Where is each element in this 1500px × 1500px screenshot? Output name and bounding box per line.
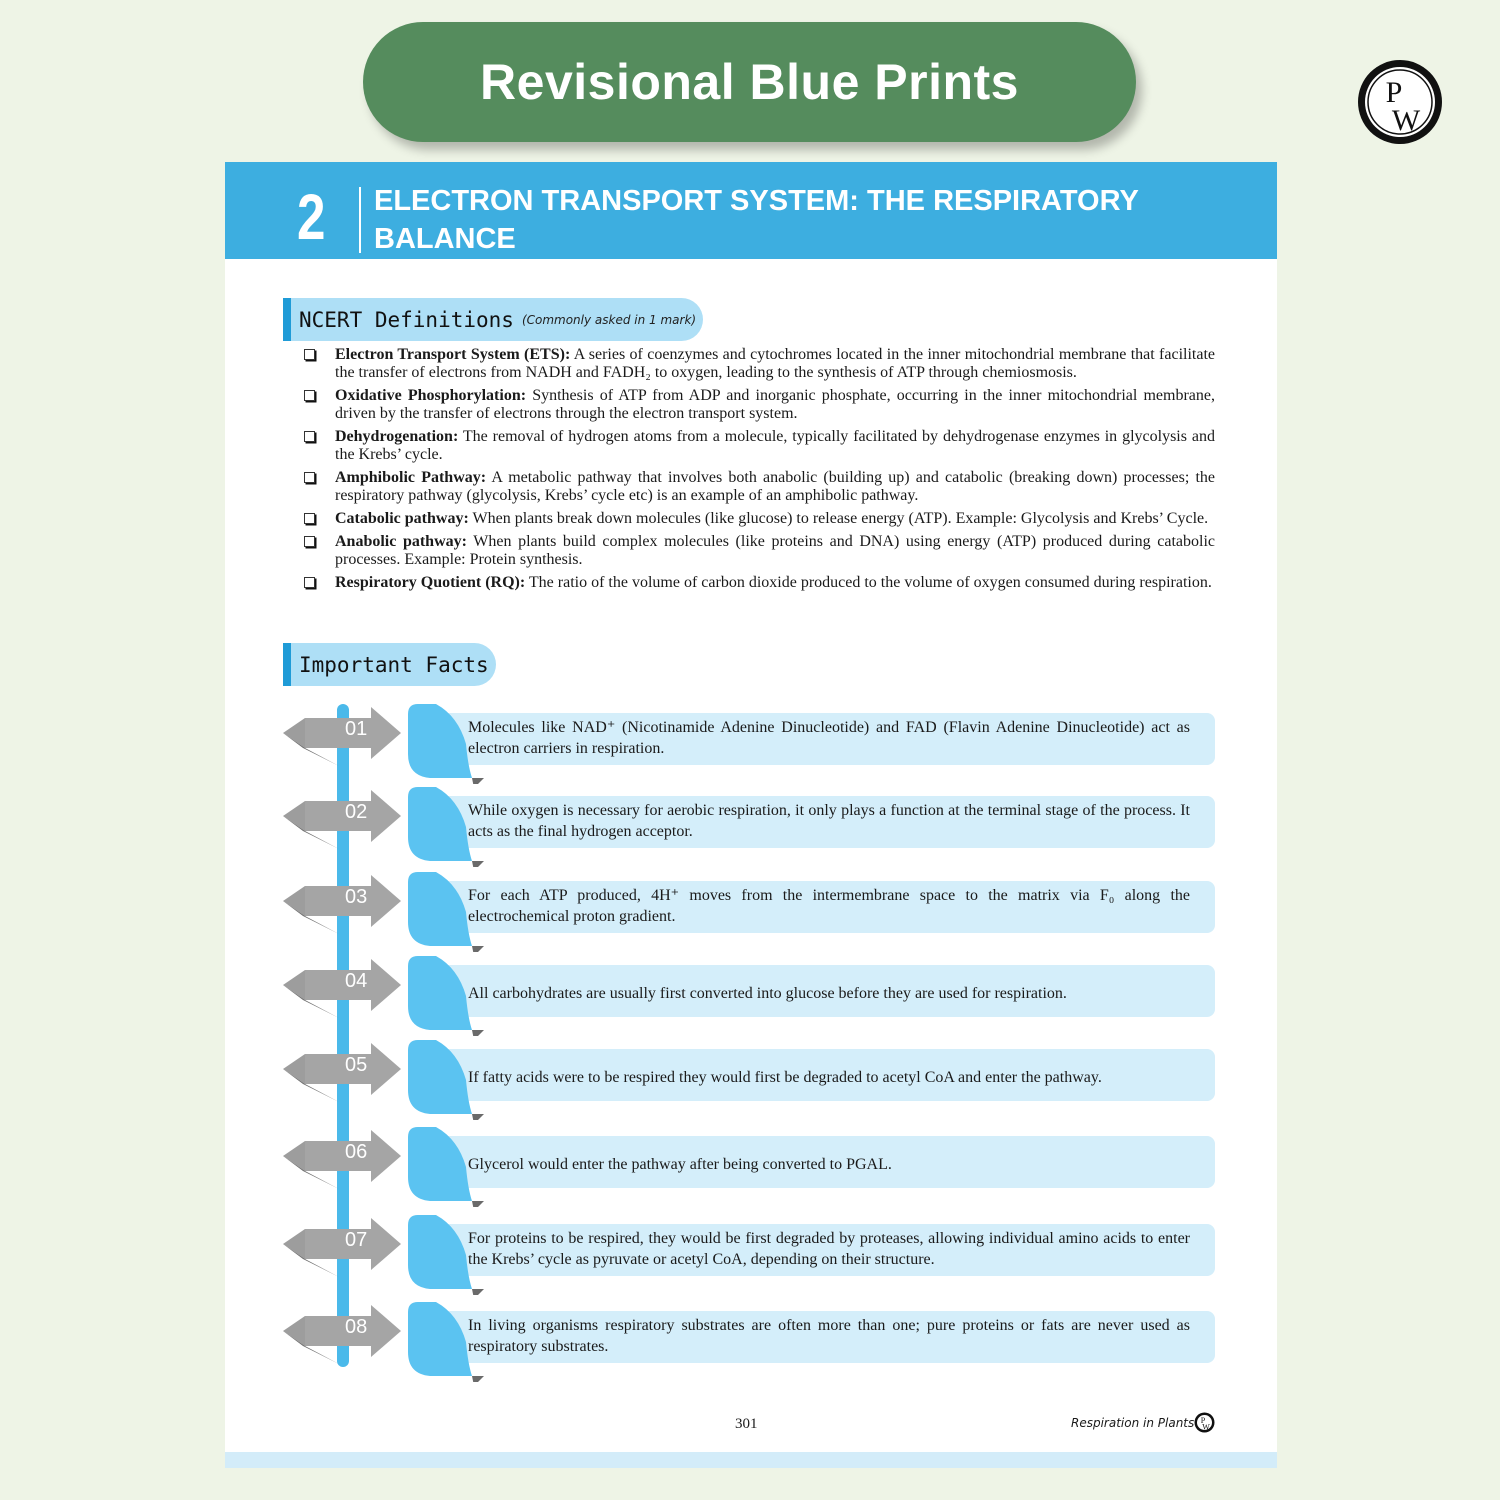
chapter-divider: [359, 187, 361, 253]
gray-arrow-icon: [283, 787, 405, 849]
definition-item: [300, 574, 1215, 592]
fact-text: Glycerol would enter the pathway after being converted to PGAL.: [468, 1156, 892, 1173]
definition-text: A series of coenzymes and cytochromes located in the inner mitochondrial membrane that facilitate the transfer of electrons from NADH and FADH₂ to oxygen, leading to the synthesis of ATP through chemiosmosis.: [335, 346, 1215, 381]
fact-item: [225, 787, 1277, 867]
footer-chapter-name: Respiration in Plants: [1071, 1416, 1195, 1430]
title-banner: [363, 22, 1136, 142]
definition-item: [300, 346, 1215, 382]
footer-logo-w: W: [1202, 1422, 1210, 1432]
fact-text: All carbohydrates are usually first converted into glucose before they are used for respiration.: [468, 985, 1067, 1002]
definition-text: A metabolic pathway that involves both anabolic (building up) and catabolic (breaking down) processes; the respiratory pathway (glycolysis, Krebs’ cycle etc) is an example of an amphibolic pathway.: [335, 469, 1215, 504]
definition-term: Catabolic pathway:: [335, 510, 469, 527]
checkbox-bullet-icon: [304, 472, 315, 483]
fact-item: [225, 956, 1277, 1036]
fact-text: For proteins to be respired, they would be first degraded by proteases, allowing individual amino acids to enter the Krebs’ cycle as pyruvate or acetyl CoA, depending on their structure.: [468, 1230, 1190, 1268]
definitions-list: [300, 346, 1215, 597]
gray-arrow-icon: [283, 872, 405, 934]
pw-logo-icon: [1356, 58, 1444, 146]
definition-term: Respiratory Quotient (RQ):: [335, 574, 526, 591]
definition-item: [300, 428, 1215, 464]
fact-item: [225, 1215, 1277, 1295]
fact-number: 06: [345, 1141, 368, 1163]
fact-item: [225, 1302, 1277, 1382]
fact-text: If fatty acids were to be respired they would first be degraded to acetyl CoA and enter the pathway.: [468, 1069, 1102, 1086]
facts-title: Important Facts: [299, 652, 489, 677]
fact-number: 05: [345, 1054, 368, 1076]
definition-term: Amphibolic Pathway:: [335, 469, 487, 486]
fact-number: 02: [345, 801, 368, 823]
gray-arrow-icon: [283, 1215, 405, 1277]
definition-text: When plants build complex molecules (like proteins and DNA) using energy (ATP) produced during catabolic processes. Example: Protein synthesis.: [335, 533, 1215, 568]
definition-term: Electron Transport System (ETS):: [335, 346, 571, 363]
logo-letter-p: P: [1385, 76, 1403, 109]
fact-text: In living organisms respiratory substrates are often more than one; pure proteins or fats are never used as respiratory substrates.: [468, 1317, 1190, 1355]
fact-text: For each ATP produced, 4H⁺ moves from the intermembrane space to the matrix via F₀ along the electrochemical proton gradient.: [468, 887, 1190, 925]
ncert-title: NCERT Definitions: [299, 307, 514, 332]
gray-arrow-icon: [283, 704, 405, 766]
gray-arrow-icon: [283, 1127, 405, 1189]
definition-item: [300, 387, 1215, 423]
gray-arrow-icon: [283, 1040, 405, 1102]
chapter-header: [225, 162, 1277, 293]
definition-text: The removal of hydrogen atoms from a molecule, typically facilitated by dehydrogenase enzymes in glycolysis and the Krebs’ cycle.: [335, 428, 1215, 463]
checkbox-bullet-icon: [304, 431, 315, 442]
definition-term: Anabolic pathway:: [335, 533, 467, 550]
definition-term: Oxidative Phosphorylation:: [335, 387, 527, 404]
page-number: 301: [735, 1416, 758, 1432]
fact-number: 03: [345, 886, 368, 908]
gray-arrow-icon: [283, 956, 405, 1018]
definition-item: [300, 510, 1215, 528]
checkbox-bullet-icon: [304, 536, 315, 547]
checkbox-bullet-icon: [304, 390, 315, 401]
chapter-title: [374, 182, 1254, 296]
document-page: [225, 162, 1277, 1468]
checkbox-bullet-icon: [304, 577, 315, 588]
banner-title: Revisional Blue Prints: [480, 54, 1019, 110]
fact-number: 07: [345, 1229, 368, 1251]
checkbox-bullet-icon: [304, 513, 315, 524]
logo-letter-w: W: [1391, 104, 1421, 137]
ncert-note: (Commonly asked in 1 mark): [521, 312, 697, 327]
definition-term: Dehydrogenation:: [335, 428, 459, 445]
fact-item: [225, 1127, 1277, 1207]
important-facts-heading: [283, 643, 496, 686]
fact-number: 04: [345, 970, 368, 992]
checkbox-bullet-icon: [304, 349, 315, 360]
fact-text: Molecules like NAD⁺ (Nicotinamide Adenine Dinucleotide) and FAD (Flavin Adenine Dinucleotide) act as electron carriers in respiration.: [468, 719, 1190, 757]
ncert-definitions-heading: [283, 298, 703, 341]
chapter-title-line-1: ELECTRON TRANSPORT SYSTEM: THE RESPIRATORY BALANCE: [374, 185, 1139, 255]
fact-text: While oxygen is necessary for aerobic respiration, it only plays a function at the terminal stage of the process. It acts as the final hydrogen acceptor.: [468, 802, 1190, 840]
fact-number: 08: [345, 1316, 368, 1338]
definition-text: The ratio of the volume of carbon dioxide produced to the volume of oxygen consumed during respiration.: [525, 574, 1212, 591]
chapter-number: 2: [297, 181, 326, 253]
fact-item: [225, 872, 1277, 952]
definition-text: When plants break down molecules (like glucose) to release energy (ATP). Example: Glycolysis and Krebs’ Cycle.: [468, 510, 1209, 527]
gray-arrow-icon: [283, 1302, 405, 1364]
definition-item: [300, 469, 1215, 505]
fact-item: [225, 704, 1277, 784]
fact-item: [225, 1040, 1277, 1120]
footer-logo-p: P: [1200, 1416, 1206, 1425]
definition-text: Synthesis of ATP from ADP and inorganic phosphate, occurring in the inner mitochondrial membrane, driven by the transfer of electrons through the electron transport system.: [335, 387, 1216, 422]
definition-item: [300, 533, 1215, 569]
chapter-title-line-2: SHEET, AMPHIBOLIC PATHWAY, RESPIRATORY QUOTIENT: [374, 261, 1189, 293]
pw-footer-logo-icon: [1194, 1412, 1215, 1433]
fact-number: 01: [345, 718, 368, 740]
bottom-strip: [225, 1452, 1277, 1468]
